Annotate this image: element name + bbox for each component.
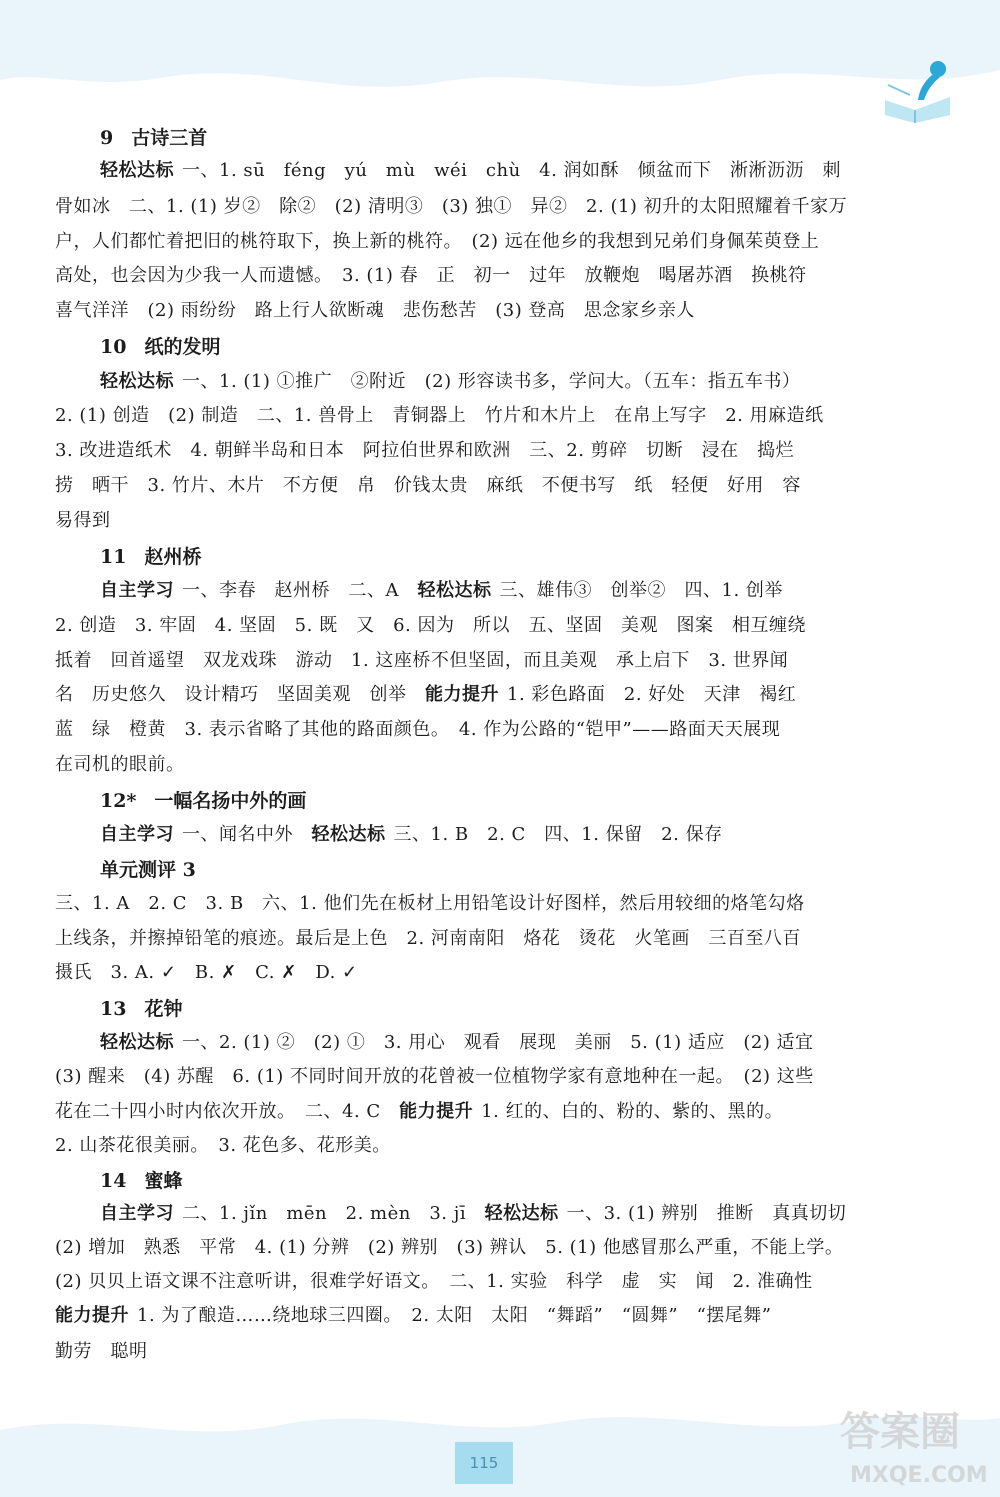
- section-heading: 12* 一幅名扬中外的画: [100, 790, 307, 812]
- keyword-label: 自主学习: [100, 580, 174, 601]
- answer-line: 三、1. A 2. C 3. B 六、1. 他们先在板材上用铅笔设计好图样，然后用较细的烙笔勾烙: [55, 893, 805, 914]
- answer-line: 能力提升 1. 为了酿造……绕地球三四圈。 2. 太阳 太阳 “舞蹈” “圆舞” “摆尾舞”: [55, 1305, 772, 1326]
- top-wave-band: [0, 0, 1000, 110]
- answer-line: 户，人们都忙着把旧的桃符取下，换上新的桃符。 (2) 远在他乡的我想到兄弟们身佩茱萸登上: [55, 231, 820, 252]
- section-title: 蜜蜂: [144, 1170, 183, 1192]
- section-heading: 11 赵州桥: [100, 546, 202, 568]
- answer-line: 蓝 绿 橙黄 3. 表示省略了其他的路面颜色。 4. 作为公路的“铠甲”——路面天天展现: [55, 719, 781, 740]
- answer-line: 捞 晒干 3. 竹片、木片 不方便 帛 价钱太贵 麻纸 不便书写 纸 轻便 好用 容: [55, 475, 801, 496]
- answer-line: (2) 增加 熟悉 平常 4. (1) 分辨 (2) 辨别 (3) 辨认 5. (1) 他感冒那么严重，不能上学。: [55, 1237, 844, 1258]
- keyword-label: 轻松达标: [100, 1032, 174, 1053]
- answer-line: 高处，也会因为少我一人而遗憾。 3. (1) 春 正 初一 过年 放鞭炮 喝屠苏酒 换桃符: [55, 265, 807, 286]
- page-number-badge: [455, 1442, 513, 1484]
- section-heading: 14 蜜蜂: [100, 1170, 183, 1192]
- section-title: 一幅名扬中外的画: [154, 790, 307, 812]
- answer-line: 2. 山茶花很美丽。 3. 花色多、花形美。: [55, 1135, 391, 1156]
- answer-line: 上线条，并擦掉铅笔的痕迹。最后是上色 2. 河南南阳 烙花 烫花 火笔画 三百至八百: [55, 928, 801, 949]
- keyword-label: 自主学习: [100, 824, 174, 845]
- section-heading: 13 花钟: [100, 998, 183, 1020]
- book-pen-logo-icon: [880, 55, 960, 125]
- keyword-label: 能力提升: [55, 1305, 129, 1326]
- answer-line: 易得到: [55, 510, 111, 531]
- keyword-label: 轻松达标: [484, 1203, 559, 1224]
- keyword-label: 轻松达标: [100, 371, 174, 392]
- watermark-text: 答案圈: [840, 1409, 960, 1455]
- answer-line: 摄氏 3. A. ✓ B. ✗ C. ✗ D. ✓: [55, 962, 358, 983]
- answer-line: 轻松达标 一、1. (1) ①推广 ②附近 (2) 形容读书多，学问大。（五车：指五车书）: [100, 371, 801, 392]
- section-title: 纸的发明: [144, 336, 221, 358]
- answer-line: 花在二十四小时内依次开放。 二、4. C 能力提升 1. 红的、白的、粉的、紫的、黑的。: [55, 1101, 784, 1122]
- answer-line: (2) 贝贝上语文课不注意听讲，很难学好语文。 二、1. 实验 科学 虚 实 闻 2. 准确性: [55, 1271, 813, 1292]
- section-title: 花钟: [144, 998, 183, 1020]
- section-heading: 10 纸的发明: [100, 336, 221, 358]
- answer-line: 3. 改进造纸术 4. 朝鲜半岛和日本 阿拉伯世界和欧洲 三、2. 剪碎 切断 浸在 捣烂: [55, 440, 795, 461]
- answer-line: 喜气洋洋 (2) 雨纷纷 路上行人欲断魂 悲伤愁苦 (3) 登高 思念家乡亲人: [55, 300, 695, 321]
- keyword-label: 轻松达标: [311, 824, 386, 845]
- answer-line: 自主学习 二、1. jǐn mēn 2. mèn 3. jī 轻松达标 一、3. (1) 辨别 推断 真真切切: [100, 1203, 847, 1224]
- unit-test-heading: 单元测评 3: [100, 859, 196, 881]
- answer-line: (3) 醒来 (4) 苏醒 6. (1) 不同时间开放的花曾被一位植物学家有意地种在一起。 (2) 这些: [55, 1066, 814, 1087]
- keyword-label: 能力提升: [425, 684, 499, 705]
- watermark-url: MXQE.COM: [850, 1463, 988, 1488]
- keyword-label: 轻松达标: [100, 160, 174, 181]
- section-heading: 9 古诗三首: [100, 127, 208, 149]
- page-number: 115: [469, 1454, 499, 1472]
- answer-line: 在司机的眼前。: [55, 754, 185, 775]
- answer-line: 勤劳 聪明: [55, 1341, 148, 1362]
- answer-line: 2. 创造 3. 牢固 4. 坚固 5. 既 又 6. 因为 所以 五、坚固 美观 图案 相互缠绕: [55, 615, 806, 636]
- keyword-label: 轻松达标: [417, 580, 492, 601]
- section-title: 古诗三首: [131, 127, 208, 149]
- keyword-label: 能力提升: [399, 1101, 474, 1122]
- keyword-label: 自主学习: [100, 1203, 174, 1224]
- answer-line: 抵着 回首遥望 双龙戏珠 游动 1. 这座桥不但坚固，而且美观 承上启下 3. 世界闻: [55, 650, 789, 671]
- answer-line: 轻松达标 一、2. (1) ② (2) ① 3. 用心 观看 展现 美丽 5. (1) 适应 (2) 适宜: [100, 1032, 814, 1053]
- answer-line: 轻松达标 一、1. sū féng yú mù wéi chù 4. 润如酥 倾盆而下 淅淅沥沥 刺: [100, 160, 842, 181]
- watermark-logo-icon: [820, 1390, 1000, 1497]
- answer-line: 2. (1) 创造 (2) 制造 二、1. 兽骨上 青铜器上 竹片和木片上 在帛上写字 2. 用麻造纸: [55, 405, 824, 426]
- answer-line: 名 历史悠久 设计精巧 坚固美观 创举 能力提升 1. 彩色路面 2. 好处 天津 褐红: [55, 684, 797, 705]
- answer-line: 骨如冰 二、1. (1) 岁② 除② (2) 清明③ (3) 独① 异② 2. (1) 初升的太阳照耀着千家万: [55, 196, 848, 217]
- answer-line: 自主学习 一、李春 赵州桥 二、A 轻松达标 三、雄伟③ 创举② 四、1. 创举: [100, 580, 783, 601]
- section-title: 赵州桥: [144, 546, 202, 568]
- answer-line: 自主学习 一、闻名中外 轻松达标 三、1. B 2. C 四、1. 保留 2. 保存: [100, 824, 723, 845]
